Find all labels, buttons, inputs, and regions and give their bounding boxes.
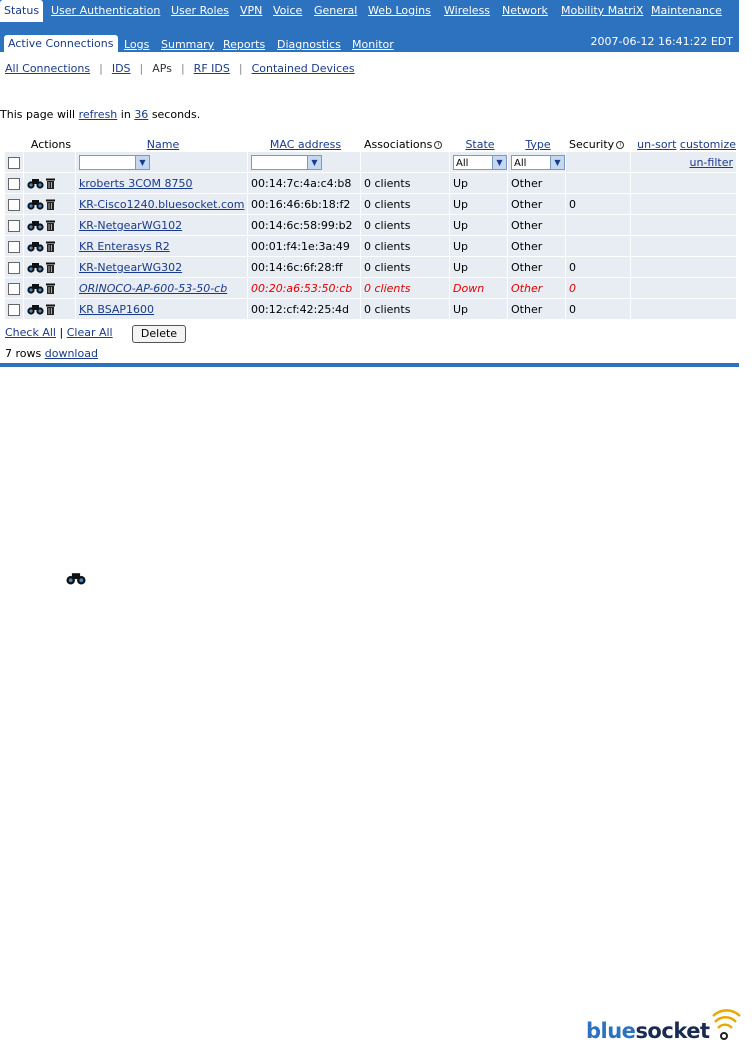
mac-address: 00:16:46:6b:18:f2: [251, 197, 351, 211]
ap-name-link[interactable]: KR BSAP1600: [79, 302, 155, 316]
refresh-link[interactable]: refresh: [78, 108, 118, 121]
filter-row: [5, 152, 737, 173]
ap-name-link[interactable]: KR-Cisco1240.bluesocket.com: [79, 197, 245, 211]
clear-all-link[interactable]: Clear All: [66, 326, 113, 339]
trash-icon[interactable]: [46, 283, 55, 294]
nav-all-connections[interactable]: All Connections: [5, 62, 91, 75]
col-type[interactable]: Type: [525, 137, 551, 151]
download-link[interactable]: download: [44, 347, 98, 360]
type: Other: [511, 218, 543, 232]
chevron-down-icon: ▼: [135, 156, 149, 169]
row-checkbox[interactable]: [8, 304, 20, 316]
binoculars-icon: [66, 572, 86, 585]
mac-address: 00:14:7c:4a:c4:b8: [251, 176, 352, 190]
state: Up: [453, 218, 469, 232]
tab-diagnostics[interactable]: Diagnostics: [277, 38, 341, 51]
row-checkbox[interactable]: [8, 199, 20, 211]
top-nav-network[interactable]: Network: [502, 4, 548, 17]
tab-active-connections[interactable]: Active Connections: [4, 35, 118, 52]
tab-reports[interactable]: Reports: [223, 38, 266, 51]
chevron-down-icon: ▼: [307, 156, 321, 169]
top-nav-voice[interactable]: Voice: [273, 4, 303, 17]
header-row: [5, 137, 737, 152]
row-checkbox[interactable]: [8, 220, 20, 232]
wifi-icon: [712, 1008, 746, 1042]
nav-aps-current: APs: [152, 62, 172, 75]
chevron-down-icon: ▼: [550, 156, 564, 169]
mac-address: 00:01:f4:1e:3a:49: [251, 239, 350, 253]
col-actions: Actions: [24, 137, 76, 152]
bottom-divider: [0, 363, 739, 367]
table-row: [5, 215, 737, 236]
binoculars-icon[interactable]: [27, 304, 44, 315]
row-checkbox[interactable]: [8, 283, 20, 295]
top-nav-vpn[interactable]: VPN: [240, 4, 263, 17]
name-filter-select[interactable]: [79, 155, 150, 170]
nav-ids[interactable]: IDS: [111, 62, 131, 75]
table-row: [5, 173, 737, 194]
unsort-link[interactable]: un-sort: [637, 137, 677, 151]
associations: 0 clients: [364, 281, 411, 295]
state-filter-select[interactable]: All ▼: [453, 155, 507, 170]
binoculars-icon[interactable]: [27, 283, 44, 294]
check-all-link[interactable]: Check All: [5, 326, 56, 339]
top-nav-mobility-matrix[interactable]: Mobility MatriX: [561, 4, 644, 17]
associations: 0 clients: [364, 197, 411, 211]
info-icon[interactable]: i: [616, 141, 624, 149]
table-row: [5, 194, 737, 215]
mac-address: 00:20:a6:53:50:cb: [251, 281, 353, 295]
info-icon[interactable]: i: [434, 141, 442, 149]
row-checkbox[interactable]: [8, 178, 20, 190]
binoculars-icon[interactable]: [27, 241, 44, 252]
table-row: [5, 257, 737, 278]
customize-link[interactable]: customize: [679, 137, 736, 151]
type: Other: [511, 197, 543, 211]
top-nav-status[interactable]: Status: [0, 0, 43, 22]
sub-nav: [0, 22, 739, 52]
table-footer: Check All | Clear All: [5, 326, 113, 339]
top-nav-general[interactable]: General: [314, 4, 358, 17]
trash-icon[interactable]: [46, 262, 55, 273]
ap-name-link[interactable]: ORINOCO-AP-600-53-50-cb: [79, 281, 228, 295]
mac-filter-select[interactable]: [251, 155, 322, 170]
binoculars-icon[interactable]: [27, 262, 44, 273]
type: Other: [511, 176, 543, 190]
delete-button[interactable]: Delete: [132, 325, 186, 343]
top-nav-user-authentication[interactable]: User Authentication: [51, 4, 161, 17]
table-row: [5, 278, 737, 299]
state: Up: [453, 176, 469, 190]
chevron-down-icon: ▼: [492, 156, 506, 169]
state: Up: [453, 197, 469, 211]
nav-rf-ids[interactable]: RF IDS: [193, 62, 230, 75]
unfilter-link[interactable]: un-filter: [689, 155, 733, 169]
binoculars-icon[interactable]: [27, 199, 44, 210]
row-count: 7 rows download: [5, 347, 98, 360]
associations: 0 clients: [364, 176, 411, 190]
type-filter-select[interactable]: All ▼: [511, 155, 565, 170]
top-nav-maintenance[interactable]: Maintenance: [651, 4, 722, 17]
col-state[interactable]: State: [465, 137, 495, 151]
connection-type-nav: All Connections | IDS | APs | RF IDS | Contained Devices: [5, 62, 355, 75]
table-row: [5, 236, 737, 257]
mac-address: 00:12:cf:42:25:4d: [251, 302, 350, 316]
ap-table: [4, 136, 737, 320]
binoculars-icon[interactable]: [27, 178, 44, 189]
table-row: [5, 299, 737, 320]
mac-address: 00:14:6c:58:99:b2: [251, 218, 353, 232]
top-nav-user-roles[interactable]: User Roles: [171, 4, 230, 17]
type: Other: [511, 281, 543, 295]
tab-logs[interactable]: Logs: [124, 38, 150, 51]
trash-icon[interactable]: [46, 178, 55, 189]
security: 0: [569, 281, 576, 295]
timestamp: 2007-06-12 16:41:22 EDT: [590, 35, 733, 48]
ap-name-link[interactable]: KR Enterasys R2: [79, 239, 170, 253]
type: Other: [511, 239, 543, 253]
associations: 0 clients: [364, 302, 411, 316]
trash-icon[interactable]: [46, 199, 55, 210]
mac-address: 00:14:6c:6f:28:ff: [251, 260, 343, 274]
ap-name-link[interactable]: kroberts 3COM 8750: [79, 176, 193, 190]
refresh-notice: This page will refresh in 36 seconds.: [0, 108, 201, 121]
type: Other: [511, 302, 543, 316]
state: Up: [453, 302, 469, 316]
select-all-checkbox[interactable]: [8, 157, 20, 169]
col-associations: Associations: [364, 137, 433, 151]
associations: 0 clients: [364, 260, 411, 274]
state: Down: [453, 281, 485, 295]
ap-name-link[interactable]: KR-NetgearWG302: [79, 260, 183, 274]
nav-contained-devices[interactable]: Contained Devices: [251, 62, 355, 75]
state: Up: [453, 260, 469, 274]
bluesocket-logo: bluesocket: [586, 1008, 746, 1043]
top-nav-web-logins[interactable]: Web Logins: [368, 4, 431, 17]
tab-summary[interactable]: Summary: [161, 38, 215, 51]
trash-icon[interactable]: [46, 304, 55, 315]
associations: 0 clients: [364, 239, 411, 253]
top-nav: [0, 0, 739, 22]
row-checkbox[interactable]: [8, 262, 20, 274]
ap-name-link[interactable]: KR-NetgearWG102: [79, 218, 183, 232]
associations: 0 clients: [364, 218, 411, 232]
col-security: Security: [569, 137, 615, 151]
col-name[interactable]: Name: [146, 137, 180, 151]
state: Up: [453, 239, 469, 253]
tab-monitor[interactable]: Monitor: [352, 38, 394, 51]
top-nav-wireless[interactable]: Wireless: [444, 4, 491, 17]
security: 0: [569, 197, 576, 211]
row-checkbox[interactable]: [8, 241, 20, 253]
trash-icon[interactable]: [46, 241, 55, 252]
col-mac[interactable]: MAC address: [269, 137, 342, 151]
security: 0: [569, 260, 576, 274]
binoculars-icon[interactable]: [27, 220, 44, 231]
trash-icon[interactable]: [46, 220, 55, 231]
type: Other: [511, 260, 543, 274]
refresh-seconds[interactable]: 36: [134, 108, 149, 121]
security: 0: [569, 302, 576, 316]
